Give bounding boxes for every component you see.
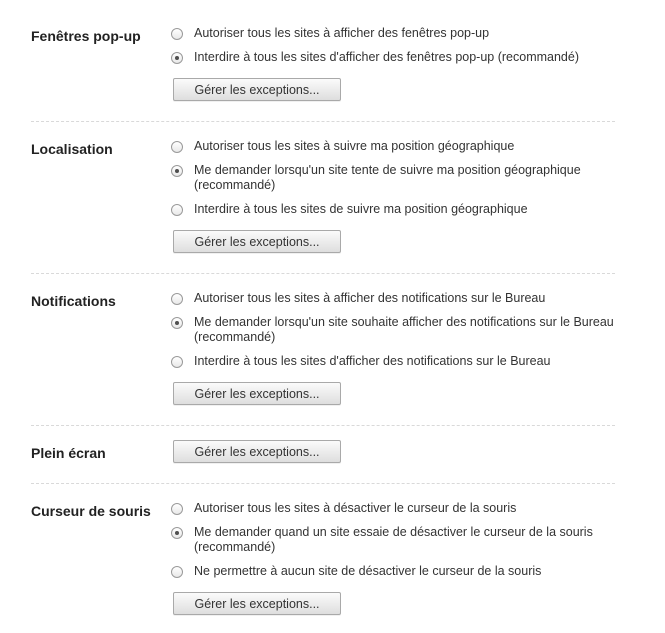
radio-label[interactable]: Interdire à tous les sites d'afficher des notifications sur le Bureau — [194, 354, 551, 368]
radio-label[interactable]: Autoriser tous les sites à suivre ma position géographique — [194, 139, 515, 153]
radio-button[interactable] — [171, 503, 183, 515]
manage-exceptions-button[interactable]: Gérer les exceptions... — [173, 592, 341, 615]
radio-button[interactable] — [171, 317, 183, 329]
radio-button[interactable] — [171, 566, 183, 578]
radio-button[interactable] — [171, 52, 183, 64]
radio-label[interactable]: Ne permettre à aucun site de désactiver le curseur de la souris — [194, 564, 542, 578]
radio-label[interactable]: Autoriser tous les sites à désactiver le curseur de la souris — [194, 501, 517, 515]
radio-button[interactable] — [171, 28, 183, 40]
manage-exceptions-button[interactable]: Gérer les exceptions... — [173, 78, 341, 101]
radio-label[interactable]: Autoriser tous les sites à afficher des notifications sur le Bureau — [194, 291, 546, 305]
section-title: Fenêtres pop-up — [31, 28, 141, 44]
section-title: Curseur de souris — [31, 503, 151, 519]
section-divider — [31, 483, 615, 484]
radio-label[interactable]: Me demander lorsqu'un site tente de suivre ma position géographique (recommandé) — [194, 163, 581, 192]
radio-button[interactable] — [171, 204, 183, 216]
radio-button[interactable] — [171, 165, 183, 177]
section-title: Notifications — [31, 293, 116, 309]
radio-label[interactable]: Interdire à tous les sites de suivre ma position géographique — [194, 202, 528, 216]
manage-exceptions-button[interactable]: Gérer les exceptions... — [173, 440, 341, 463]
section-title: Localisation — [31, 141, 113, 157]
radio-label[interactable]: Interdire à tous les sites d'afficher des fenêtres pop-up (recommandé) — [194, 50, 579, 64]
radio-label[interactable]: Me demander quand un site essaie de désactiver le curseur de la souris (recommandé) — [194, 525, 593, 554]
section-divider — [31, 273, 615, 274]
section-title: Plein écran — [31, 445, 106, 461]
radio-button[interactable] — [171, 141, 183, 153]
section-divider — [31, 425, 615, 426]
manage-exceptions-button[interactable]: Gérer les exceptions... — [173, 382, 341, 405]
radio-button[interactable] — [171, 356, 183, 368]
radio-button[interactable] — [171, 527, 183, 539]
section-divider — [31, 121, 615, 122]
radio-label[interactable]: Autoriser tous les sites à afficher des fenêtres pop-up — [194, 26, 490, 40]
manage-exceptions-button[interactable]: Gérer les exceptions... — [173, 230, 341, 253]
radio-label[interactable]: Me demander lorsqu'un site souhaite afficher des notifications sur le Bureau (recommandé) — [194, 315, 614, 344]
radio-button[interactable] — [171, 293, 183, 305]
